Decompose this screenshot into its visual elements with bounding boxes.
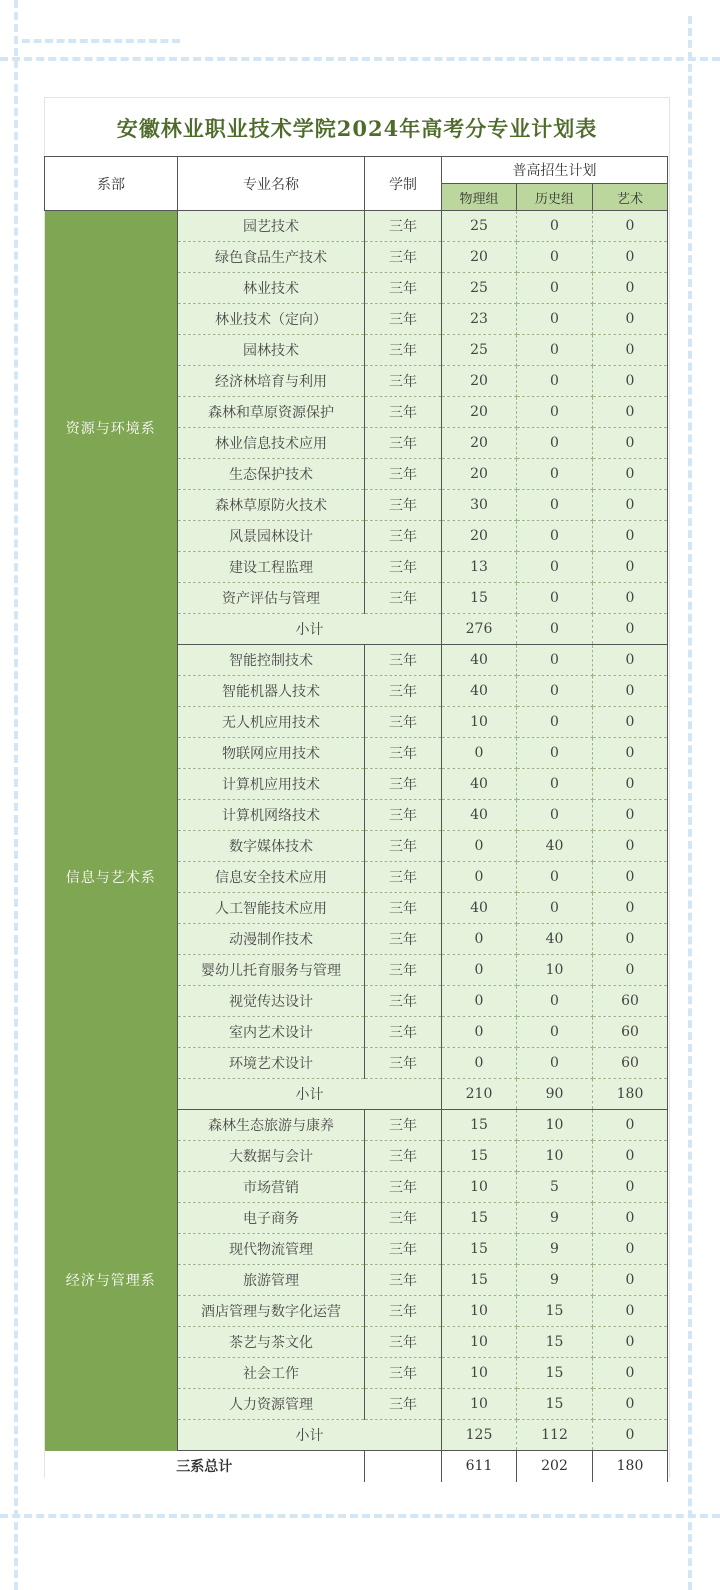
header-dept: 系部: [45, 157, 178, 211]
subtotal-history: 90: [517, 1079, 593, 1110]
history-cell: 0: [517, 521, 593, 552]
right-border-dashes: [688, 16, 692, 1590]
history-cell: 0: [517, 304, 593, 335]
art-cell: 0: [593, 490, 668, 521]
major-name: 经济林培育与利用: [178, 366, 365, 397]
major-name: 市场营销: [178, 1172, 365, 1203]
bottom-border-dashes: [0, 1514, 720, 1518]
history-cell: 40: [517, 831, 593, 862]
history-cell: 0: [517, 645, 593, 676]
major-name: 计算机应用技术: [178, 769, 365, 800]
years-cell: 三年: [365, 397, 442, 428]
physics-cell: 10: [442, 1389, 517, 1420]
major-name: 物联网应用技术: [178, 738, 365, 769]
art-cell: 0: [593, 366, 668, 397]
art-cell: 0: [593, 1296, 668, 1327]
history-cell: 10: [517, 1110, 593, 1141]
subtotal-label: 小计: [178, 614, 442, 645]
physics-cell: 13: [442, 552, 517, 583]
physics-cell: 10: [442, 1172, 517, 1203]
years-cell: 三年: [365, 1172, 442, 1203]
physics-cell: 10: [442, 1327, 517, 1358]
physics-cell: 0: [442, 924, 517, 955]
history-cell: 15: [517, 1296, 593, 1327]
major-name: 生态保护技术: [178, 459, 365, 490]
history-cell: 0: [517, 335, 593, 366]
art-cell: 0: [593, 1172, 668, 1203]
department-name: 信息与艺术系: [45, 645, 178, 1110]
subtotal-art: 0: [593, 614, 668, 645]
history-cell: 0: [517, 986, 593, 1017]
art-cell: 0: [593, 335, 668, 366]
art-cell: 60: [593, 1017, 668, 1048]
history-cell: 0: [517, 242, 593, 273]
department-name: 资源与环境系: [45, 211, 178, 645]
years-cell: 三年: [365, 490, 442, 521]
art-cell: 0: [593, 304, 668, 335]
art-cell: 0: [593, 893, 668, 924]
major-name: 数字媒体技术: [178, 831, 365, 862]
physics-cell: 20: [442, 366, 517, 397]
total-years-blank: [365, 1451, 442, 1482]
table-row: [45, 1110, 668, 1141]
years-cell: 三年: [365, 831, 442, 862]
major-name: 绿色食品生产技术: [178, 242, 365, 273]
history-cell: 0: [517, 676, 593, 707]
physics-cell: 15: [442, 583, 517, 614]
art-cell: 0: [593, 924, 668, 955]
table-row: [45, 211, 668, 242]
physics-cell: 15: [442, 1141, 517, 1172]
years-cell: 三年: [365, 428, 442, 459]
top-border-dashes: [0, 57, 720, 61]
physics-cell: 30: [442, 490, 517, 521]
major-name: 建设工程监理: [178, 552, 365, 583]
total-art: 180: [593, 1451, 668, 1482]
art-cell: 0: [593, 1203, 668, 1234]
header-history: 历史组: [517, 184, 593, 211]
years-cell: 三年: [365, 738, 442, 769]
page-title: 安徽林业职业技术学院2024年高考分专业计划表: [116, 116, 598, 141]
physics-cell: 25: [442, 273, 517, 304]
art-cell: 0: [593, 1389, 668, 1420]
history-cell: 0: [517, 273, 593, 304]
major-name: 人工智能技术应用: [178, 893, 365, 924]
history-cell: 15: [517, 1389, 593, 1420]
art-cell: 0: [593, 1327, 668, 1358]
history-cell: 0: [517, 397, 593, 428]
major-name: 婴幼儿托育服务与管理: [178, 955, 365, 986]
years-cell: 三年: [365, 1358, 442, 1389]
years-cell: 三年: [365, 583, 442, 614]
years-cell: 三年: [365, 1141, 442, 1172]
major-name: 室内艺术设计: [178, 1017, 365, 1048]
years-cell: 三年: [365, 1203, 442, 1234]
years-cell: 三年: [365, 211, 442, 242]
history-cell: 9: [517, 1203, 593, 1234]
history-cell: 0: [517, 893, 593, 924]
years-cell: 三年: [365, 800, 442, 831]
physics-cell: 0: [442, 1048, 517, 1079]
physics-cell: 20: [442, 459, 517, 490]
art-cell: 60: [593, 986, 668, 1017]
physics-cell: 15: [442, 1265, 517, 1296]
years-cell: 三年: [365, 242, 442, 273]
major-name: 资产评估与管理: [178, 583, 365, 614]
major-name: 无人机应用技术: [178, 707, 365, 738]
physics-cell: 40: [442, 645, 517, 676]
header-years: 学制: [365, 157, 442, 211]
major-name: 大数据与会计: [178, 1141, 365, 1172]
physics-cell: 25: [442, 211, 517, 242]
header-major: 专业名称: [178, 157, 365, 211]
major-name: 森林草原防火技术: [178, 490, 365, 521]
major-name: 信息安全技术应用: [178, 862, 365, 893]
history-cell: 0: [517, 211, 593, 242]
years-cell: 三年: [365, 1265, 442, 1296]
physics-cell: 20: [442, 242, 517, 273]
years-cell: 三年: [365, 1110, 442, 1141]
physics-cell: 15: [442, 1234, 517, 1265]
total-row: [45, 1451, 668, 1482]
physics-cell: 20: [442, 521, 517, 552]
art-cell: 0: [593, 769, 668, 800]
history-cell: 10: [517, 955, 593, 986]
physics-cell: 0: [442, 1017, 517, 1048]
header-physics: 物理组: [442, 184, 517, 211]
art-cell: 0: [593, 521, 668, 552]
major-name: 现代物流管理: [178, 1234, 365, 1265]
art-cell: 0: [593, 707, 668, 738]
years-cell: 三年: [365, 955, 442, 986]
major-name: 人力资源管理: [178, 1389, 365, 1420]
major-name: 林业技术: [178, 273, 365, 304]
history-cell: 0: [517, 490, 593, 521]
major-name: 风景园林设计: [178, 521, 365, 552]
years-cell: 三年: [365, 893, 442, 924]
physics-cell: 0: [442, 955, 517, 986]
physics-cell: 0: [442, 738, 517, 769]
years-cell: 三年: [365, 986, 442, 1017]
history-cell: 0: [517, 459, 593, 490]
subtotal-physics: 210: [442, 1079, 517, 1110]
subtotal-physics: 125: [442, 1420, 517, 1451]
major-name: 社会工作: [178, 1358, 365, 1389]
years-cell: 三年: [365, 459, 442, 490]
history-cell: 40: [517, 924, 593, 955]
art-cell: 0: [593, 273, 668, 304]
years-cell: 三年: [365, 1389, 442, 1420]
plan-table: [44, 156, 668, 1482]
department-name: 经济与管理系: [45, 1110, 178, 1451]
total-label: 三系总计: [45, 1451, 365, 1482]
physics-cell: 10: [442, 1358, 517, 1389]
major-name: 森林和草原资源保护: [178, 397, 365, 428]
years-cell: 三年: [365, 924, 442, 955]
physics-cell: 15: [442, 1110, 517, 1141]
art-cell: 0: [593, 428, 668, 459]
history-cell: 9: [517, 1265, 593, 1296]
major-name: 智能机器人技术: [178, 676, 365, 707]
years-cell: 三年: [365, 552, 442, 583]
history-cell: 0: [517, 1017, 593, 1048]
major-name: 电子商务: [178, 1203, 365, 1234]
art-cell: 0: [593, 1234, 668, 1265]
major-name: 视觉传达设计: [178, 986, 365, 1017]
major-name: 园艺技术: [178, 211, 365, 242]
art-cell: 0: [593, 676, 668, 707]
years-cell: 三年: [365, 707, 442, 738]
physics-cell: 10: [442, 1296, 517, 1327]
art-cell: 0: [593, 552, 668, 583]
subtotal-history: 0: [517, 614, 593, 645]
art-cell: 0: [593, 738, 668, 769]
major-name: 环境艺术设计: [178, 1048, 365, 1079]
years-cell: 三年: [365, 1234, 442, 1265]
physics-cell: 15: [442, 1203, 517, 1234]
major-name: 旅游管理: [178, 1265, 365, 1296]
subtotal-history: 112: [517, 1420, 593, 1451]
art-cell: 0: [593, 1358, 668, 1389]
subtotal-label: 小计: [178, 1420, 442, 1451]
header-plan: 普高招生计划: [442, 157, 668, 184]
physics-cell: 25: [442, 335, 517, 366]
history-cell: 9: [517, 1234, 593, 1265]
years-cell: 三年: [365, 335, 442, 366]
subtotal-label: 小计: [178, 1079, 442, 1110]
subtotal-physics: 276: [442, 614, 517, 645]
history-cell: 0: [517, 769, 593, 800]
physics-cell: 40: [442, 676, 517, 707]
art-cell: 0: [593, 242, 668, 273]
years-cell: 三年: [365, 1296, 442, 1327]
years-cell: 三年: [365, 1017, 442, 1048]
art-cell: 0: [593, 211, 668, 242]
years-cell: 三年: [365, 366, 442, 397]
years-cell: 三年: [365, 862, 442, 893]
major-name: 计算机网络技术: [178, 800, 365, 831]
history-cell: 0: [517, 366, 593, 397]
years-cell: 三年: [365, 521, 442, 552]
physics-cell: 0: [442, 862, 517, 893]
physics-cell: 0: [442, 831, 517, 862]
physics-cell: 10: [442, 707, 517, 738]
major-name: 园林技术: [178, 335, 365, 366]
art-cell: 0: [593, 397, 668, 428]
years-cell: 三年: [365, 273, 442, 304]
art-cell: 0: [593, 583, 668, 614]
major-name: 酒店管理与数字化运营: [178, 1296, 365, 1327]
art-cell: 0: [593, 1265, 668, 1296]
physics-cell: 40: [442, 893, 517, 924]
history-cell: 0: [517, 707, 593, 738]
art-cell: 0: [593, 1110, 668, 1141]
art-cell: 60: [593, 1048, 668, 1079]
history-cell: 15: [517, 1358, 593, 1389]
physics-cell: 20: [442, 397, 517, 428]
major-name: 茶艺与茶文化: [178, 1327, 365, 1358]
header-art: 艺术: [593, 184, 668, 211]
years-cell: 三年: [365, 304, 442, 335]
subtotal-art: 180: [593, 1079, 668, 1110]
history-cell: 5: [517, 1172, 593, 1203]
major-name: 动漫制作技术: [178, 924, 365, 955]
art-cell: 0: [593, 955, 668, 986]
art-cell: 0: [593, 831, 668, 862]
history-cell: 0: [517, 1048, 593, 1079]
physics-cell: 20: [442, 428, 517, 459]
history-cell: 0: [517, 800, 593, 831]
years-cell: 三年: [365, 676, 442, 707]
history-cell: 0: [517, 862, 593, 893]
physics-cell: 40: [442, 800, 517, 831]
total-physics: 611: [442, 1451, 517, 1482]
history-cell: 0: [517, 583, 593, 614]
major-name: 森林生态旅游与康养: [178, 1110, 365, 1141]
art-cell: 0: [593, 800, 668, 831]
history-cell: 0: [517, 428, 593, 459]
art-cell: 0: [593, 1141, 668, 1172]
table-row: [45, 645, 668, 676]
years-cell: 三年: [365, 645, 442, 676]
years-cell: 三年: [365, 1048, 442, 1079]
major-name: 林业信息技术应用: [178, 428, 365, 459]
subtotal-art: 0: [593, 1420, 668, 1451]
history-cell: 10: [517, 1141, 593, 1172]
physics-cell: 0: [442, 986, 517, 1017]
art-cell: 0: [593, 862, 668, 893]
major-name: 智能控制技术: [178, 645, 365, 676]
major-name: 林业技术（定向）: [178, 304, 365, 335]
physics-cell: 40: [442, 769, 517, 800]
history-cell: 15: [517, 1327, 593, 1358]
physics-cell: 23: [442, 304, 517, 335]
total-history: 202: [517, 1451, 593, 1482]
art-cell: 0: [593, 645, 668, 676]
history-cell: 0: [517, 552, 593, 583]
left-border-dashes: [14, 0, 18, 1590]
top-border-dashes: [22, 39, 180, 43]
years-cell: 三年: [365, 769, 442, 800]
art-cell: 0: [593, 459, 668, 490]
history-cell: 0: [517, 738, 593, 769]
years-cell: 三年: [365, 1327, 442, 1358]
